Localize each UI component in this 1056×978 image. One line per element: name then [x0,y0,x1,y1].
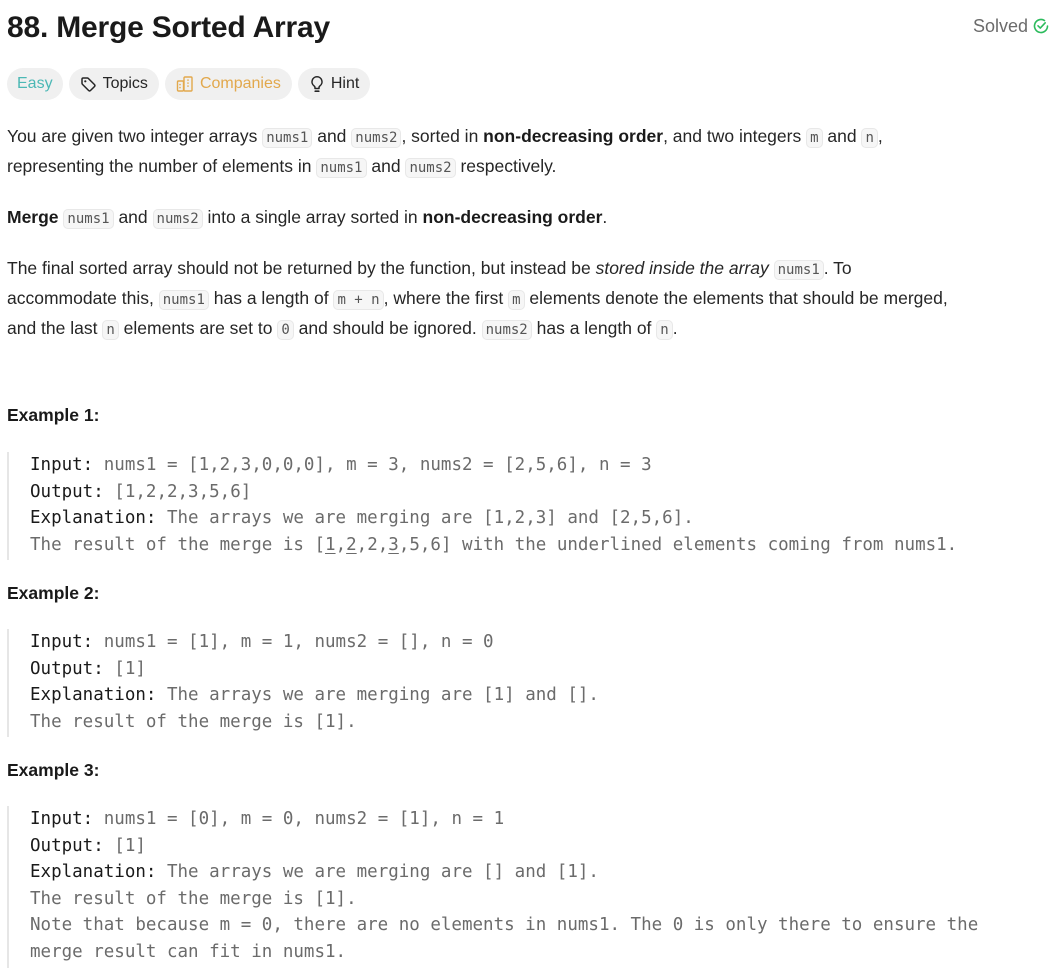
text: . [672,318,678,338]
hint-button[interactable] [298,68,370,100]
topics-label: Topics [102,75,148,92]
note-line: Note that because m = 0, there are no elements in nums1. The 0 is only there to ensure the [30,915,979,936]
inline-code: nums2 [351,128,401,148]
example-3-title: Example 3: [7,760,100,780]
text: ,2, [356,534,389,555]
solved-label: Solved [972,15,1028,36]
problem-header [7,8,1050,48]
text: and should be ignored. [293,318,482,338]
description-paragraph-3 [7,254,1053,344]
example-1-block [7,452,957,560]
problem-description [7,122,1053,365]
solved-status [973,16,1050,37]
text: , [335,534,347,555]
description-paragraph-1 [7,122,1053,182]
text: and [366,156,406,176]
output-label: Output: [30,835,104,856]
inline-code: nums1 [774,260,824,280]
inline-code: nums2 [482,320,532,340]
explanation-line: The result of the merge is [1]. [30,888,357,909]
inline-code: n [656,320,672,340]
bold-text: non-decreasing order [483,126,664,146]
companies-label: Companies [199,75,281,92]
inline-code: m [806,128,822,148]
inline-code: n [102,320,118,340]
text: respectively. [455,156,557,176]
bold-text: non-decreasing order [422,207,603,227]
text: has a length of [531,318,657,338]
text: You are given two integer arrays [7,126,263,146]
inline-code: nums1 [159,290,209,310]
text: . [602,207,608,227]
explanation-line: The result of the merge is [1]. [30,711,357,732]
text: ,5,6] with the underlined elements coming from nums1. [398,534,958,555]
text: elements are set to [118,318,278,338]
text: and [113,207,153,227]
input-label: Input: [30,809,94,829]
problem-tags [7,68,370,100]
input-label: Input: [30,455,94,475]
output-label: Output: [30,481,104,502]
text: The final sorted array should not be returned by the function, but instead be [7,258,596,278]
check-circle-icon [1032,17,1050,35]
input-label: Input: [30,632,94,652]
difficulty-label: Easy [17,75,53,92]
output-value: [1] [103,658,146,679]
text: , sorted in [401,126,484,146]
inline-code: nums1 [262,128,312,148]
text: and the last [7,318,103,338]
text: and [312,126,352,146]
explanation-line: The result of the merge is [ [30,534,326,555]
text: , [877,126,883,146]
output-value: [1,2,2,3,5,6] [103,481,252,502]
lightbulb-icon [309,75,325,93]
difficulty-badge [7,68,63,100]
explanation-value: The arrays we are merging are [1] and []. [156,685,599,706]
text: accommodate this, [7,288,159,308]
explanation-label: Explanation: [30,862,157,883]
inline-code: m [508,290,524,310]
example-2-block [7,629,599,737]
text: and [822,126,862,146]
example-3-block [7,806,978,968]
text: representing the number of elements in [7,156,317,176]
input-value: nums1 = [1], m = 1, nums2 = [], n = 0 [93,632,494,652]
explanation-value: The arrays we are merging are [] and [1]. [156,862,599,883]
hint-label: Hint [330,75,360,92]
inline-code: m + n [333,290,383,310]
text: has a length of [208,288,334,308]
topics-button[interactable] [69,68,159,100]
text: , and two integers [663,126,807,146]
inline-code: nums1 [63,209,113,229]
problem-title: 88. Merge Sorted Array [7,11,330,44]
text: . To [823,258,852,278]
underlined-element: 1 [325,534,336,555]
output-label: Output: [30,658,104,679]
bold-text: Merge [7,207,59,227]
italic-text: stored inside the array [595,258,769,278]
text: elements denote the elements that should be merged, [524,288,948,308]
inline-code: 0 [277,320,293,340]
explanation-label: Explanation: [30,508,157,529]
inline-code: nums1 [316,158,366,178]
underlined-element: 2 [346,534,357,555]
inline-code: nums2 [153,209,203,229]
companies-button[interactable] [165,68,292,100]
inline-code: nums2 [405,158,455,178]
example-1-title: Example 1: [7,405,100,425]
explanation-label: Explanation: [30,685,157,706]
text [769,258,774,278]
building-icon [176,75,194,93]
example-2-title: Example 2: [7,583,100,603]
description-paragraph-2 [7,203,1053,233]
underlined-element: 3 [388,534,399,555]
text: into a single array sorted in [202,207,423,227]
output-value: [1] [103,835,146,856]
tag-icon [80,76,97,93]
explanation-value: The arrays we are merging are [1,2,3] and [2,5,6]. [156,508,694,529]
input-value: nums1 = [1,2,3,0,0,0], m = 3, nums2 = [2,5,6], n = 3 [93,455,652,475]
inline-code: n [861,128,877,148]
input-value: nums1 = [0], m = 0, nums2 = [1], n = 1 [93,809,505,829]
text: , where the first [383,288,509,308]
note-line: merge result can fit in nums1. [30,941,347,962]
